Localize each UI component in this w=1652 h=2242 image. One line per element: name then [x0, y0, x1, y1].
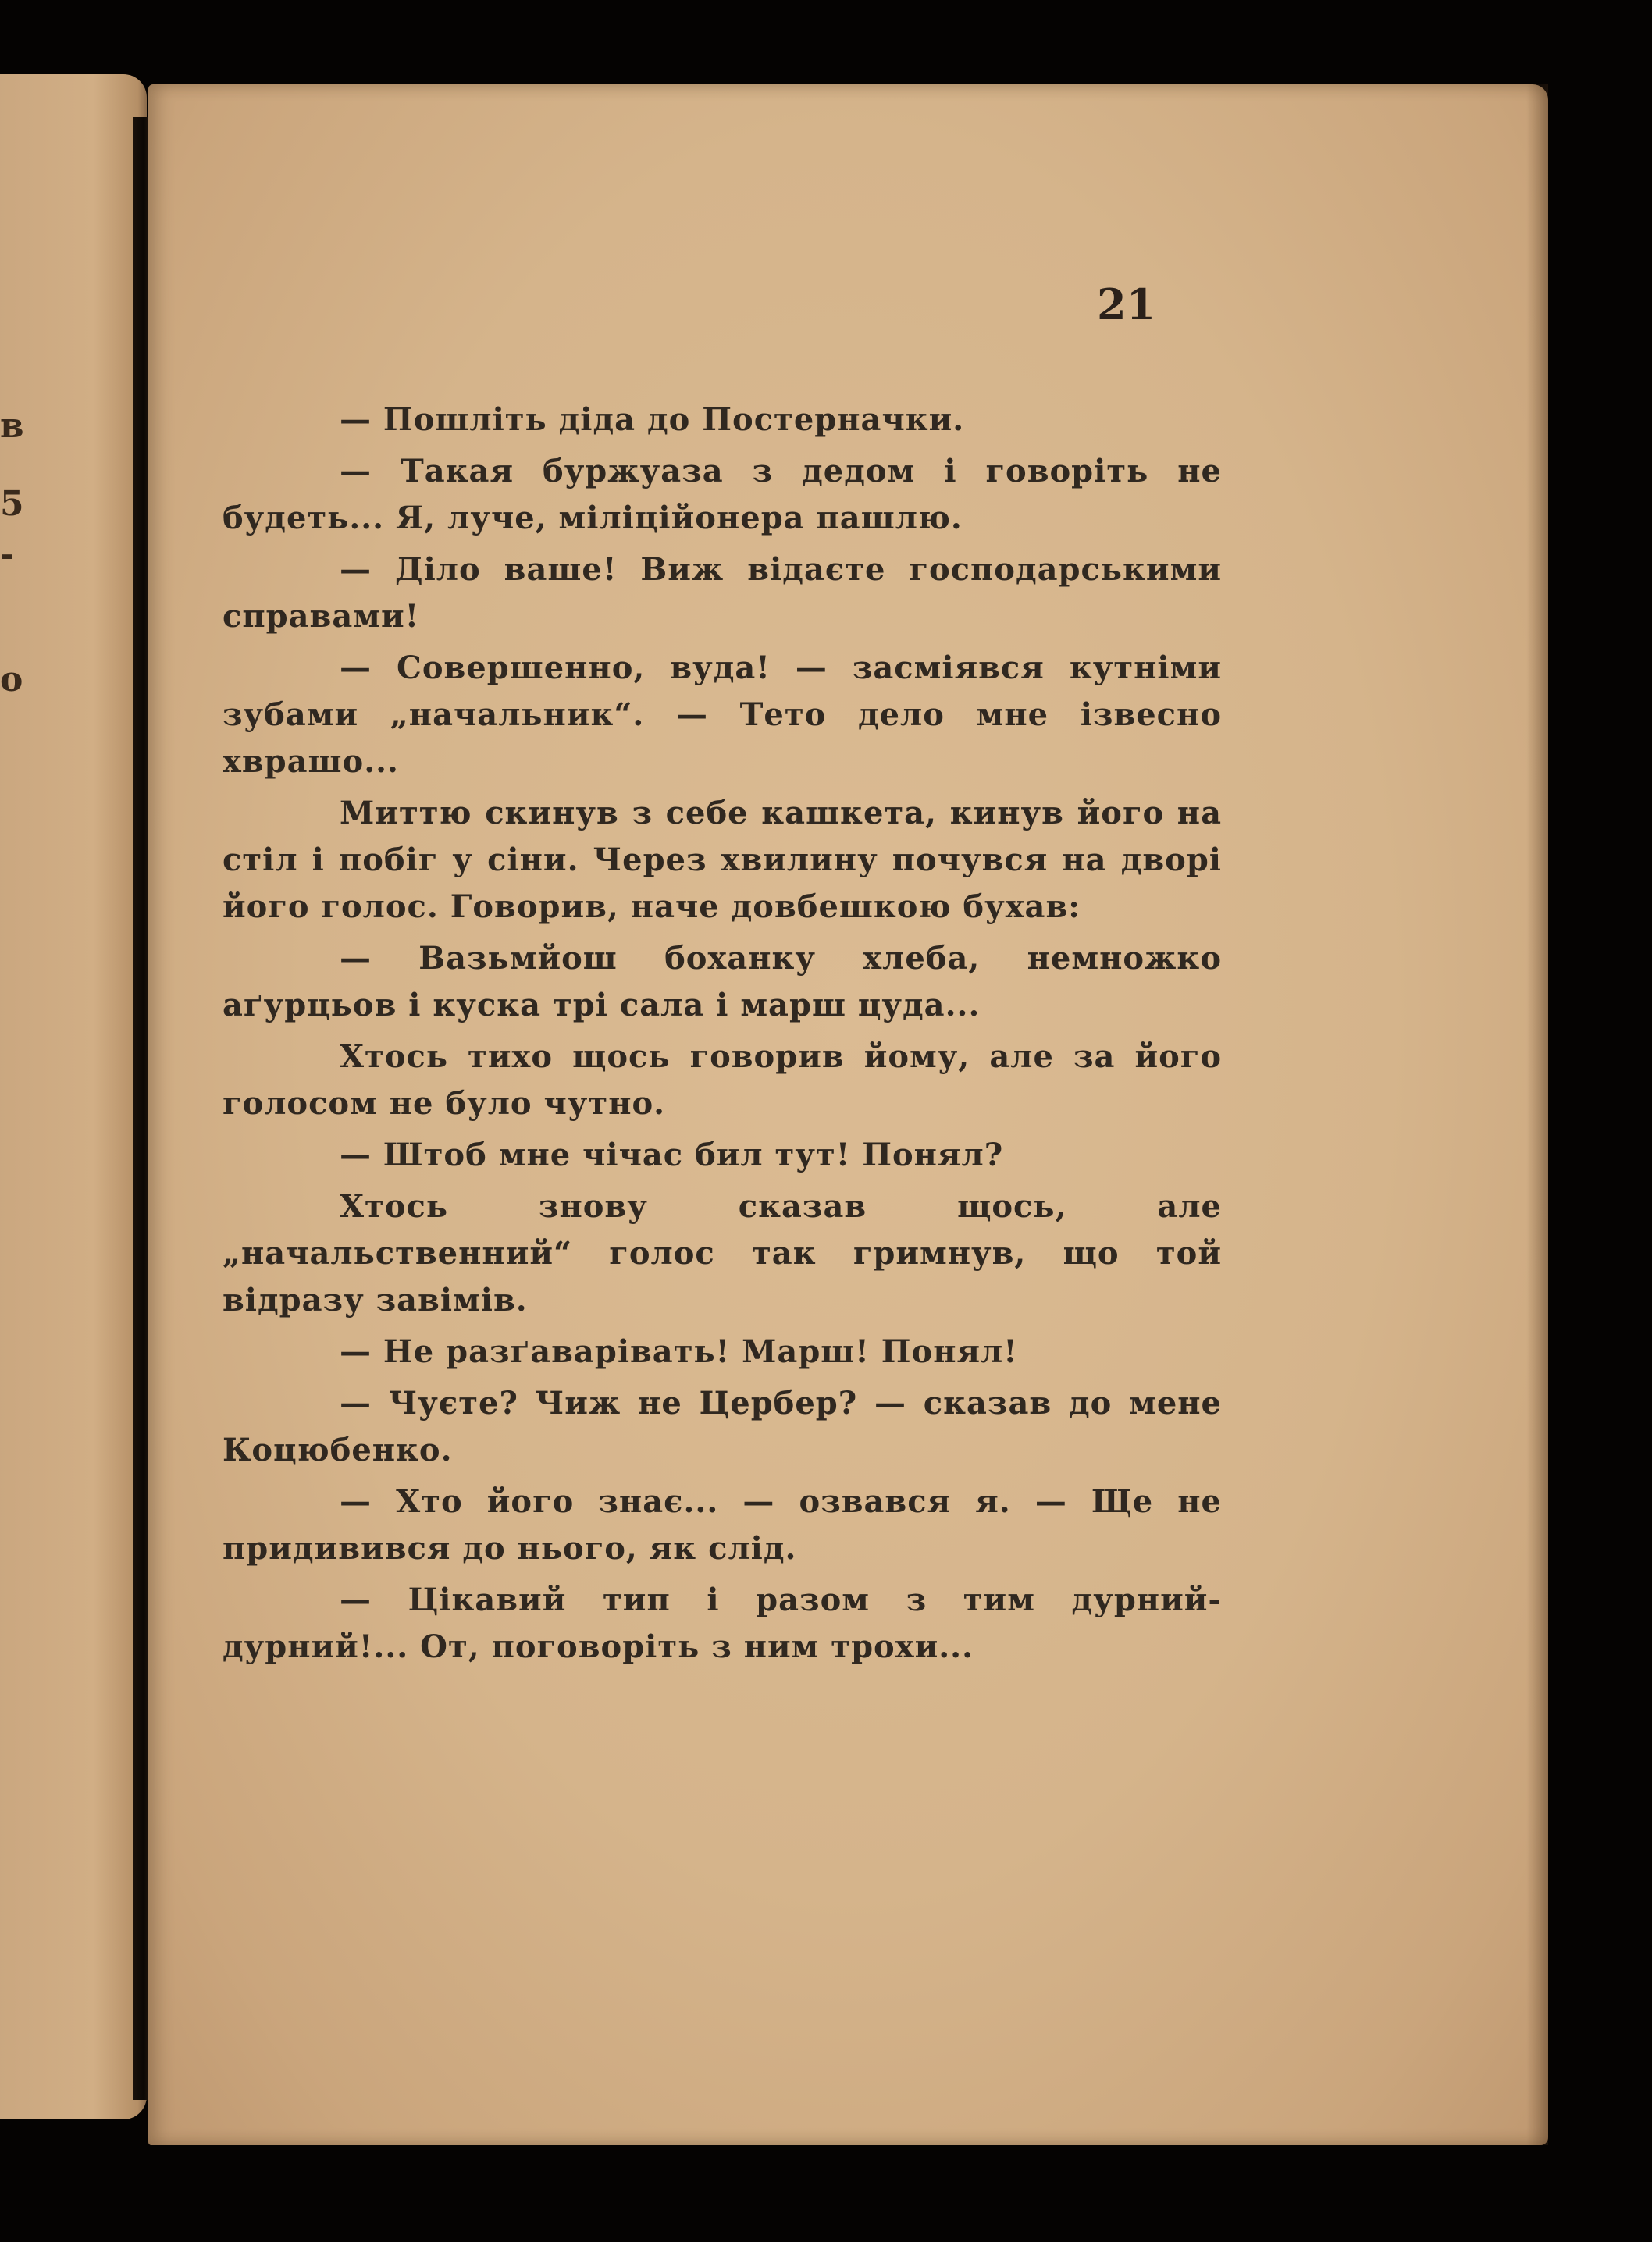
paragraph: — Не разґаварівать! Марш! Понял!: [340, 1333, 1018, 1370]
paragraph: Хтось тихо щось говорив йому, але за його голосом не було чутно.: [223, 1038, 1222, 1122]
paragraph: — Діло ваше! Виж відаєте господарськими справами!: [223, 551, 1222, 635]
paragraph: — Пошліть діда до Постерначки.: [340, 401, 965, 438]
paragraph: — Совершенно, вуда! — засміявся кутніми зубами „начальник“. — Тето дело мне ізвесно хврашо...: [223, 649, 1222, 780]
page-number: 21: [1097, 279, 1156, 329]
left-page-edge: [0, 74, 147, 2119]
paragraph: — Вазьмйош боханку хлеба, немножко аґурцьов і куска трі сала і марш цуда...: [223, 940, 1222, 1023]
paragraph: — Такая буржуаза з дедом і говоріть не будеть... Я, луче, міліційонера пашлю.: [223, 453, 1222, 536]
book-page: [148, 84, 1548, 2145]
page-text: [223, 397, 1222, 1675]
paragraph: — Хто його знає... — озвався я. — Ще не придивився до нього, як слід.: [223, 1483, 1222, 1567]
paragraph: — Чуєте? Чиж не Цербер? — сказав до мене Коцюбенко.: [223, 1385, 1222, 1468]
left-page-fragment: 5: [0, 484, 24, 524]
page-edge-shadow: [1526, 84, 1548, 2145]
paragraph: Миттю скинув з себе кашкета, кинув його на стіл і побіг у сіни. Через хвилину почувся на дворі його голос. Говорив, наче довбешкою бухав:: [223, 795, 1222, 925]
left-page-fragment: -: [0, 535, 15, 575]
paragraph: — Цікавий тип і разом з тим дурний-дурний!... От, поговоріть з ним трохи...: [223, 1582, 1222, 1665]
left-page-fragment: о: [0, 660, 23, 699]
paragraph: Хтось знову сказав щось, але „начальственний“ голос так гримнув, що той відразу завімів.: [223, 1188, 1222, 1319]
left-page-fragment: в: [0, 406, 24, 446]
paragraph: — Штоб мне чічас бил тут! Понял?: [340, 1137, 1004, 1173]
